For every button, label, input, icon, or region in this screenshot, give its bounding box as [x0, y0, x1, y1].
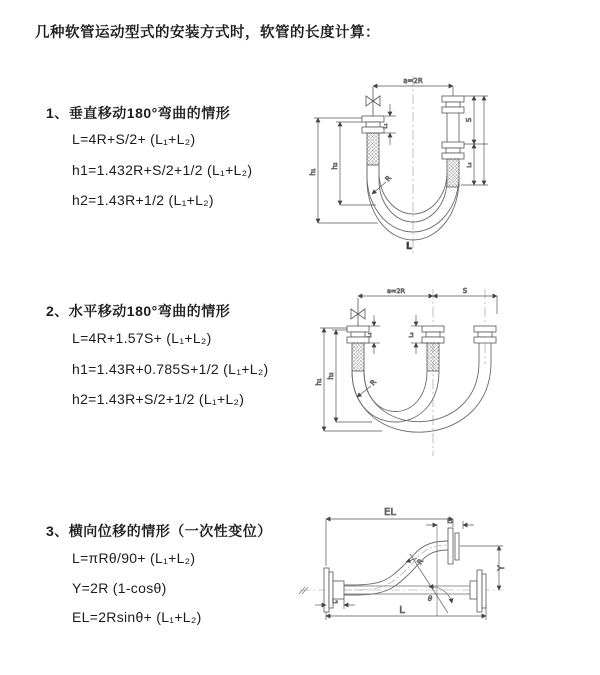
diagram-vertical-180-bend [306, 70, 533, 262]
valve-icon [351, 298, 365, 326]
upper-flange [448, 528, 459, 564]
braided-hose-section [447, 159, 459, 187]
dim-label-length: L [405, 241, 413, 252]
section-3-formula-EL: EL=2Rsinθ+ (L₁+L₂) [72, 609, 202, 625]
left-flange [324, 568, 344, 612]
section-2-heading: 2、水平移动180°弯曲的情形 [46, 303, 231, 319]
dim-label-fitting-left: L₂ [332, 598, 338, 605]
braided-hose-section [427, 343, 439, 371]
valve-icon [366, 87, 380, 116]
section-1-heading: 1、垂直移动180°弯曲的情形 [46, 105, 231, 121]
dim-label-offset: Y [497, 565, 507, 571]
diagram-horizontal-180-bend [312, 284, 524, 464]
dim-label-fitting-left: L₁ [367, 332, 373, 338]
dim-label-el: EL [384, 507, 396, 518]
dim-label-length: L [399, 605, 405, 616]
section-3-formula-L: L=πRθ/90+ (L₁+L₂) [72, 550, 196, 566]
dim-label-fitting-left: L₁ [383, 123, 389, 129]
dim-label-span: a=2R [403, 77, 423, 85]
braided-hose-section [352, 343, 364, 371]
dim-label-stroke: S [462, 287, 468, 295]
section-1-formula-L: L=4R+S/2+ (L₁+L₂) [72, 131, 196, 147]
dim-label-fitting-top: L₁ [447, 518, 453, 525]
dim-label-fitting-right: L₂ [409, 332, 415, 338]
centerline-break-mark [299, 587, 308, 594]
section-3-formula-Y: Y=2R (1-cosθ) [72, 580, 167, 596]
dim-label-stroke: S [465, 117, 473, 123]
dim-label-span: a=2R [386, 287, 406, 295]
diagram-lateral-displacement [298, 504, 513, 650]
section-2-formula-h1: h1=1.43R+0.785S+1/2 (L₁+L₂) [72, 361, 269, 377]
radius-leader [357, 386, 371, 397]
dim-label-fitting-right: L₂ [467, 162, 473, 168]
dim-label-h2: h₂ [327, 372, 335, 380]
braided-hose-section [367, 133, 379, 165]
dimension-length [326, 604, 486, 620]
dim-label-radius: R [383, 174, 394, 184]
dim-label-h2: h₂ [331, 162, 339, 170]
dimension-stroke [461, 96, 488, 185]
section-1-formula-h2: h2=1.43R+1/2 (L₁+L₂) [72, 192, 214, 208]
dim-label-radius: R [415, 557, 426, 567]
page-title: 几种软管运动型式的安装方式时，软管的长度计算： [35, 25, 380, 41]
section-1-formula-h1: h1=1.432R+S/2+1/2 (L₁+L₂) [72, 162, 253, 178]
dim-label-h1: h₁ [315, 378, 323, 386]
right-fitting [442, 96, 464, 187]
left-fitting [347, 326, 369, 371]
dimension-span [358, 296, 497, 314]
dim-label-radius: R [368, 378, 379, 388]
dim-label-angle: θ [427, 595, 433, 603]
right-flange [470, 570, 486, 612]
hose-u-curves [352, 362, 491, 432]
section-2-formula-h2: h2=1.43R+S/2+1/2 (L₁+L₂) [72, 391, 245, 407]
section-3-heading: 3、横向位移的情形（一次性变位） [46, 523, 272, 539]
section-2-formula-L: L=4R+1.57S+ (L₁+L₂) [72, 330, 212, 346]
left-fitting [362, 116, 384, 165]
middle-fitting [422, 326, 444, 371]
dim-label-h1: h₁ [309, 168, 317, 176]
